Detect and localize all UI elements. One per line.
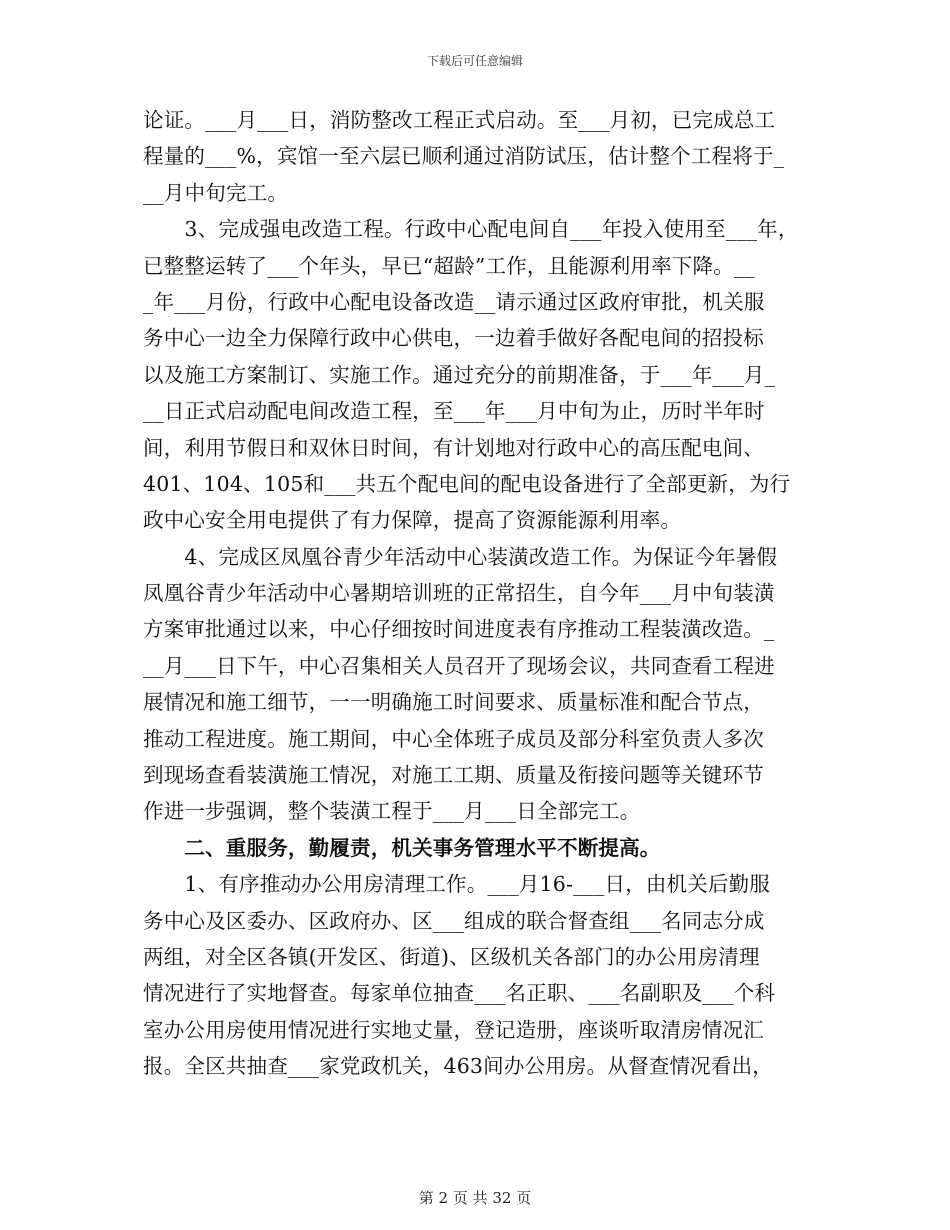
text-line: 作进一步强调，整个装潢工程于___月___日全部完工。 xyxy=(143,799,641,824)
text-line: 已整整运转了___个年头，早已“超龄”工作，且能源利用率下降。__ xyxy=(143,253,755,278)
text-line: 401、104、105和___共五个配电间的配电设备进行了全部更新，为行 xyxy=(143,471,791,496)
text-line: 推动工程进度。施工期间，中心全体班子成员及部分科室负责人多次 xyxy=(143,726,764,751)
page-header-note: 下载后可任意编辑 xyxy=(426,54,523,68)
text-line: 3、完成强电改造工程。行政中心配电间自___年投入使用至___年， xyxy=(143,217,799,242)
text-line: 论证。___月___日，消防整改工程正式启动。至___月初，已完成总工 xyxy=(143,108,776,132)
text-line: 到现场查看装潢施工情况，对施工工期、质量及衔接问题等关键环节 xyxy=(143,763,764,788)
text-line: 务中心及区委办、区政府办、区___组成的联合督查组___名同志分成 xyxy=(143,908,765,933)
text-line: 报。全区共抽查___家党政机关，463间办公用房。从督查情况看出， xyxy=(143,1054,773,1079)
section-heading-line: 二、重服务，勤履责，机关事务管理水平不断提高。 xyxy=(143,835,661,860)
text-line: 务中心一边全力保障行政中心供电，一边着手做好各配电间的招投标 xyxy=(143,326,764,351)
text-line: 方案审批通过以来，中心仔细按时间进度表有序推动工程装潢改造。_ xyxy=(143,617,775,642)
text-line: 4、完成区凤凰谷青少年活动中心装潢改造工作。为保证今年暑假 xyxy=(143,544,778,569)
text-line: _年___月份，行政中心配电设备改造__请示通过区政府审批，机关服 xyxy=(143,289,765,314)
text-line: 展情况和施工细节，一一明确施工时间要求、质量标准和配合节点， xyxy=(143,690,764,715)
text-line: 两组，对全区各镇(开发区、街道)、区级机关各部门的办公用房清理 xyxy=(143,944,760,969)
text-line: __月___日下午，中心召集相关人员召开了现场会议，共同查看工程进 xyxy=(143,653,775,678)
document-body xyxy=(143,102,803,1085)
text-line: 凤凰谷青少年活动中心暑期培训班的正常招生，自今年___月中旬装潢 xyxy=(143,581,775,606)
text-line: 间，利用节假日和双休日时间，有计划地对行政中心的高压配电间、 xyxy=(143,435,764,460)
text-line: 政中心安全用电提供了有力保障，提高了资源能源利用率。 xyxy=(143,508,682,533)
text-line: __月中旬完工。 xyxy=(143,180,289,205)
text-line: 室办公用房使用情况进行实地丈量，登记造册，座谈听取清房情况汇 xyxy=(143,1017,764,1042)
text-line: 1、有序推动办公用房清理工作。___月16-___日，由机关后勤服 xyxy=(143,872,771,897)
page-number: 第 2 页 共 32 页 xyxy=(418,1189,532,1207)
text-line: 情况进行了实地督查。每家单位抽查___名正职、___名副职及___个科 xyxy=(143,981,776,1006)
text-line: 以及施工方案制订、实施工作。通过充分的前期准备，于___年___月_ xyxy=(143,362,776,387)
text-line: 程量的___%，宾馆一至六层已顺利通过消防试压，估计整个工程将于_ xyxy=(143,144,785,169)
text-line: __日正式启动配电间改造工程，至___年___月中旬为止，历时半年时 xyxy=(143,399,765,424)
